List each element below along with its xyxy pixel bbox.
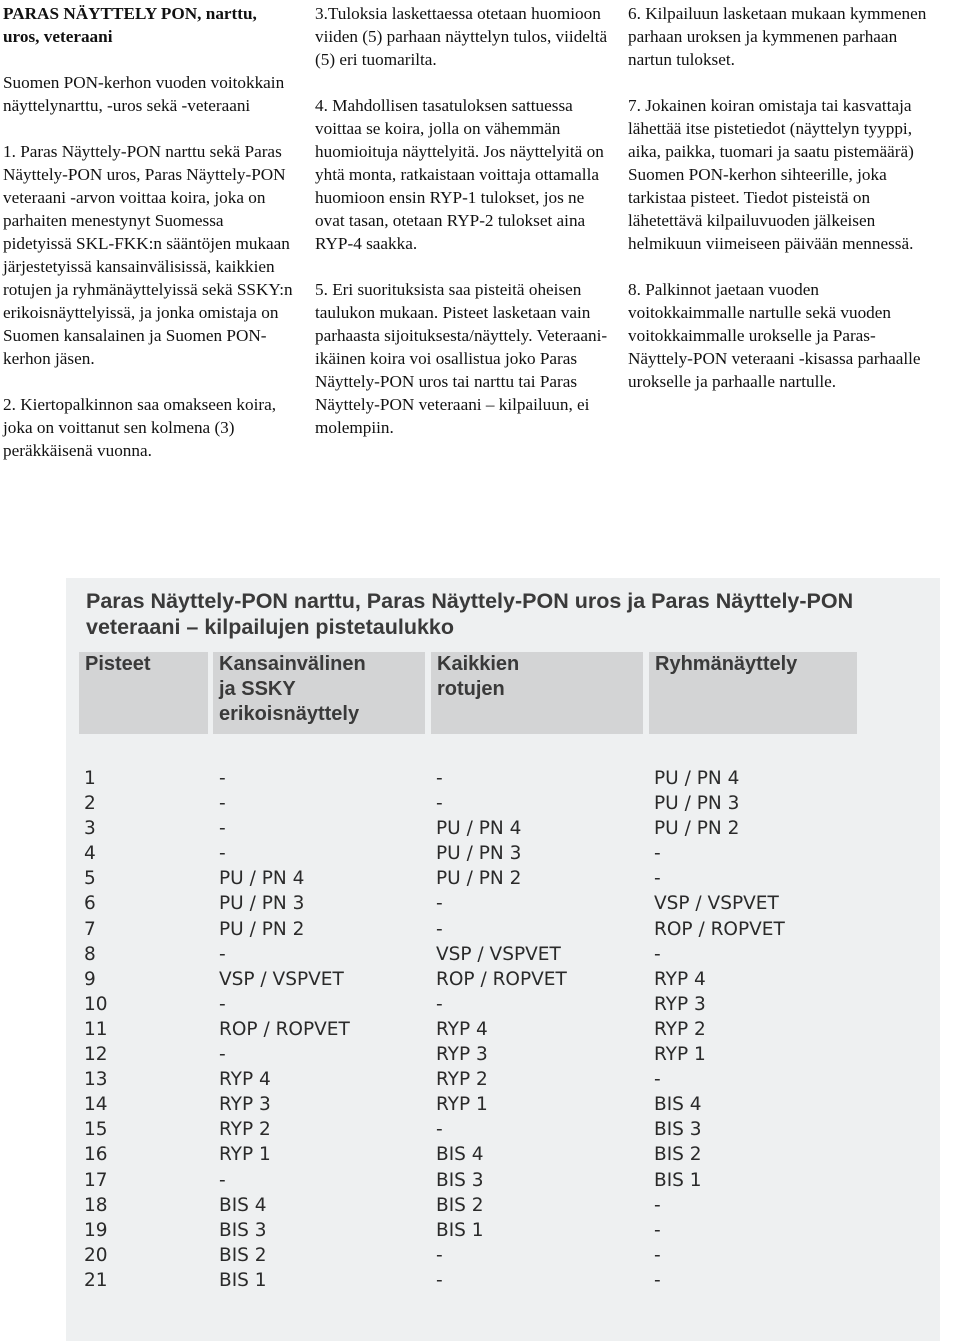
cell-international: -: [219, 1169, 226, 1191]
cell-points: 18: [84, 1194, 108, 1216]
cell-group-show: -: [654, 1269, 661, 1291]
table-row: [66, 866, 940, 891]
subtitle-paragraph: Suomen PON-kerhon vuoden voitokkain näyttelynarttu, -uros sekä -veteraani: [3, 73, 285, 115]
rule-8-paragraph: 8. Palkinnot jaetaan vuoden voitokkaimmalle nartulle sekä vuoden voitokkaimmalle urokselle ja Paras-Näyttely-PON veteraani -kisassa parhaalle urokselle ja parhaalle nartulle.: [628, 280, 921, 391]
table-row: [66, 891, 940, 916]
cell-points: 12: [84, 1044, 108, 1066]
table-body: [66, 766, 940, 1293]
cell-all-breeds: RYP 4: [436, 1018, 488, 1040]
cell-points: 17: [84, 1169, 108, 1191]
header-kaikkien-rotujen: [431, 652, 643, 734]
cell-group-show: RYP 3: [654, 993, 706, 1015]
cell-points: 5: [84, 868, 96, 890]
header-pisteet: Pisteet: [79, 652, 208, 734]
cell-group-show: PU / PN 4: [654, 768, 740, 789]
cell-points: 21: [84, 1269, 108, 1291]
cell-all-breeds: BIS 4: [436, 1144, 484, 1166]
cell-group-show: RYP 1: [654, 1044, 706, 1066]
cell-all-breeds: RYP 2: [436, 1069, 488, 1091]
rules-column-1: [3, 2, 293, 485]
cell-points: 13: [84, 1069, 108, 1091]
cell-all-breeds: ROP / ROPVET: [436, 968, 567, 990]
table-row: [66, 992, 940, 1017]
cell-group-show: BIS 3: [654, 1119, 702, 1141]
rule-7-paragraph: 7. Jokainen koiran omistaja tai kasvattaja lähettää itse pistetiedot (näyttelyn tyyppi, aika, paikka, tuomari ja saatu pistemäärä) Suomen PON-kerhon sihteerille, joka tarkistaa pisteet. Tiedot pisteistä on lähetettävä kilpailuvuoden jälkeisen helmikuun viimeiseen päivään mennessä.: [628, 96, 914, 253]
header-kansainvalinen: [213, 652, 425, 734]
cell-group-show: -: [654, 1194, 661, 1216]
cell-points: 15: [84, 1119, 108, 1141]
table-row: [66, 1268, 940, 1293]
cell-group-show: BIS 4: [654, 1094, 702, 1116]
cell-international: RYP 3: [219, 1094, 271, 1116]
header-kansainvalinen-label: Kansainvälinen ja SSKY erikoisnäyttely: [219, 653, 366, 725]
cell-all-breeds: BIS 1: [436, 1219, 484, 1241]
table-row: [66, 1117, 940, 1142]
cell-group-show: RYP 2: [654, 1018, 706, 1040]
cell-group-show: -: [654, 868, 661, 890]
cell-points: 19: [84, 1219, 108, 1241]
cell-points: 10: [84, 993, 108, 1015]
cell-international: PU / PN 3: [219, 893, 305, 915]
cell-group-show: -: [654, 943, 661, 965]
cell-international: RYP 1: [219, 1144, 271, 1166]
cell-all-breeds: BIS 3: [436, 1169, 484, 1191]
cell-international: -: [219, 993, 226, 1015]
cell-international: RYP 2: [219, 1119, 271, 1141]
cell-international: ROP / ROPVET: [219, 1018, 350, 1040]
cell-points: 2: [84, 793, 96, 815]
cell-international: BIS 2: [219, 1244, 267, 1266]
table-row: [66, 917, 940, 942]
cell-points: 14: [84, 1094, 108, 1116]
cell-international: PU / PN 4: [219, 868, 305, 890]
cell-all-breeds: -: [436, 1244, 443, 1266]
cell-group-show: BIS 2: [654, 1144, 702, 1166]
cell-group-show: -: [654, 1244, 661, 1266]
rules-column-3: [628, 2, 928, 416]
cell-all-breeds: BIS 2: [436, 1194, 484, 1216]
cell-all-breeds: -: [436, 768, 443, 789]
table-row: [66, 1017, 940, 1042]
cell-points: 16: [84, 1144, 108, 1166]
score-table: [66, 578, 940, 1341]
cell-international: -: [219, 1044, 226, 1066]
cell-all-breeds: -: [436, 1269, 443, 1291]
cell-all-breeds: -: [436, 993, 443, 1015]
cell-international: BIS 1: [219, 1269, 267, 1291]
cell-group-show: -: [654, 1069, 661, 1091]
table-row: [66, 766, 940, 791]
cell-group-show: -: [654, 1219, 661, 1241]
cell-all-breeds: -: [436, 893, 443, 915]
cell-all-breeds: -: [436, 1119, 443, 1141]
table-title: Paras Näyttely-PON narttu, Paras Näyttely-PON uros ja Paras Näyttely-PON veteraani – kilpailujen pistetaulukko: [86, 589, 854, 639]
cell-all-breeds: VSP / VSPVET: [436, 943, 561, 965]
document-title: PARAS NÄYTTELY PON, narttu, uros, veteraani: [3, 4, 257, 46]
cell-international: -: [219, 818, 226, 840]
table-row: [66, 816, 940, 841]
rule-3-paragraph: 3.Tuloksia laskettaessa otetaan huomioon viiden (5) parhaan näyttelyn tulos, viideltä (5) eri tuomarilta.: [315, 4, 608, 69]
table-row: [66, 1042, 940, 1067]
cell-points: 8: [84, 943, 96, 965]
cell-all-breeds: RYP 3: [436, 1044, 488, 1066]
cell-group-show: VSP / VSPVET: [654, 893, 779, 915]
header-ryhmanayttely: Ryhmänäyttely: [649, 652, 857, 734]
cell-international: -: [219, 793, 226, 815]
cell-points: 6: [84, 893, 96, 915]
table-row: [66, 841, 940, 866]
cell-all-breeds: PU / PN 4: [436, 818, 522, 840]
table-row: [66, 1142, 940, 1167]
cell-group-show: BIS 1: [654, 1169, 702, 1191]
cell-points: 4: [84, 843, 96, 865]
cell-group-show: PU / PN 3: [654, 793, 740, 815]
cell-all-breeds: -: [436, 793, 443, 815]
table-row: [66, 791, 940, 816]
rule-4-paragraph: 4. Mahdollisen tasatuloksen sattuessa voittaa se koira, jolla on vähemmän huomioituja näyttelyitä. Jos näyttelyitä on yhtä monta, ratkaistaan voittaja ottamalla huomioon ensin RYP-1 tulokset, jos ne ovat tasan, otetaan RYP-2 tulokset aina RYP-4 saakka.: [315, 96, 604, 253]
cell-points: 20: [84, 1244, 108, 1266]
cell-international: -: [219, 768, 226, 789]
cell-points: 7: [84, 918, 96, 940]
rule-5-paragraph: 5. Eri suorituksista saa pisteitä oheisen taulukon mukaan. Pisteet lasketaan vain parhaasta sijoituksesta/näyttely. Veteraani-ikäinen koira voi osallistua joko Paras Näyttely-PON uros tai narttu tai Paras Näyttely-PON veteraani – kilpailuun, ei molempiin.: [315, 280, 608, 437]
cell-all-breeds: RYP 1: [436, 1094, 488, 1116]
cell-international: -: [219, 843, 226, 865]
cell-group-show: RYP 4: [654, 968, 706, 990]
table-row: [66, 1092, 940, 1117]
cell-points: 1: [84, 768, 96, 789]
cell-group-show: PU / PN 2: [654, 818, 740, 840]
cell-group-show: -: [654, 843, 661, 865]
rule-2-paragraph: 2. Kiertopalkinnon saa omakseen koira, joka on voittanut sen kolmena (3) peräkkäisenä vuonna.: [3, 395, 277, 460]
cell-international: BIS 4: [219, 1194, 267, 1216]
cell-international: -: [219, 943, 226, 965]
table-row: [66, 942, 940, 967]
cell-international: BIS 3: [219, 1219, 267, 1241]
cell-all-breeds: -: [436, 918, 443, 940]
table-row: [66, 1193, 940, 1218]
cell-international: PU / PN 2: [219, 918, 305, 940]
rule-6-paragraph: 6. Kilpailuun lasketaan mukaan kymmenen parhaan uroksen ja kymmenen parhaan nartun tulokset.: [628, 4, 927, 69]
table-row: [66, 967, 940, 992]
table-row: [66, 1218, 940, 1243]
cell-all-breeds: PU / PN 2: [436, 868, 522, 890]
table-row: [66, 1168, 940, 1193]
header-kaikkien-rotujen-label: Kaikkien rotujen: [437, 653, 520, 700]
cell-points: 9: [84, 968, 96, 990]
rule-1-paragraph: 1. Paras Näyttely-PON narttu sekä Paras Näyttely-PON uros, Paras Näyttely-PON veteraani -arvon voittaa koira, joka on parhaiten menestynyt Suomessa pidetyissä SKL-FKK:n sääntöjen mukaan järjestetyissä kansainvälisissä, kaikkien rotujen ja ryhmänäyttelyissä sekä SSKY:n erikoisnäyttelyissä, ja jonka omistaja on Suomen kansalainen ja Suomen PON-kerhon jäsen.: [3, 142, 293, 368]
cell-points: 3: [84, 818, 96, 840]
cell-points: 11: [84, 1018, 108, 1040]
table-row: [66, 1243, 940, 1268]
cell-international: VSP / VSPVET: [219, 968, 344, 990]
rules-column-2: [315, 2, 610, 462]
cell-international: RYP 4: [219, 1069, 271, 1091]
table-row: [66, 1067, 940, 1092]
cell-group-show: ROP / ROPVET: [654, 918, 785, 940]
cell-all-breeds: PU / PN 3: [436, 843, 522, 865]
